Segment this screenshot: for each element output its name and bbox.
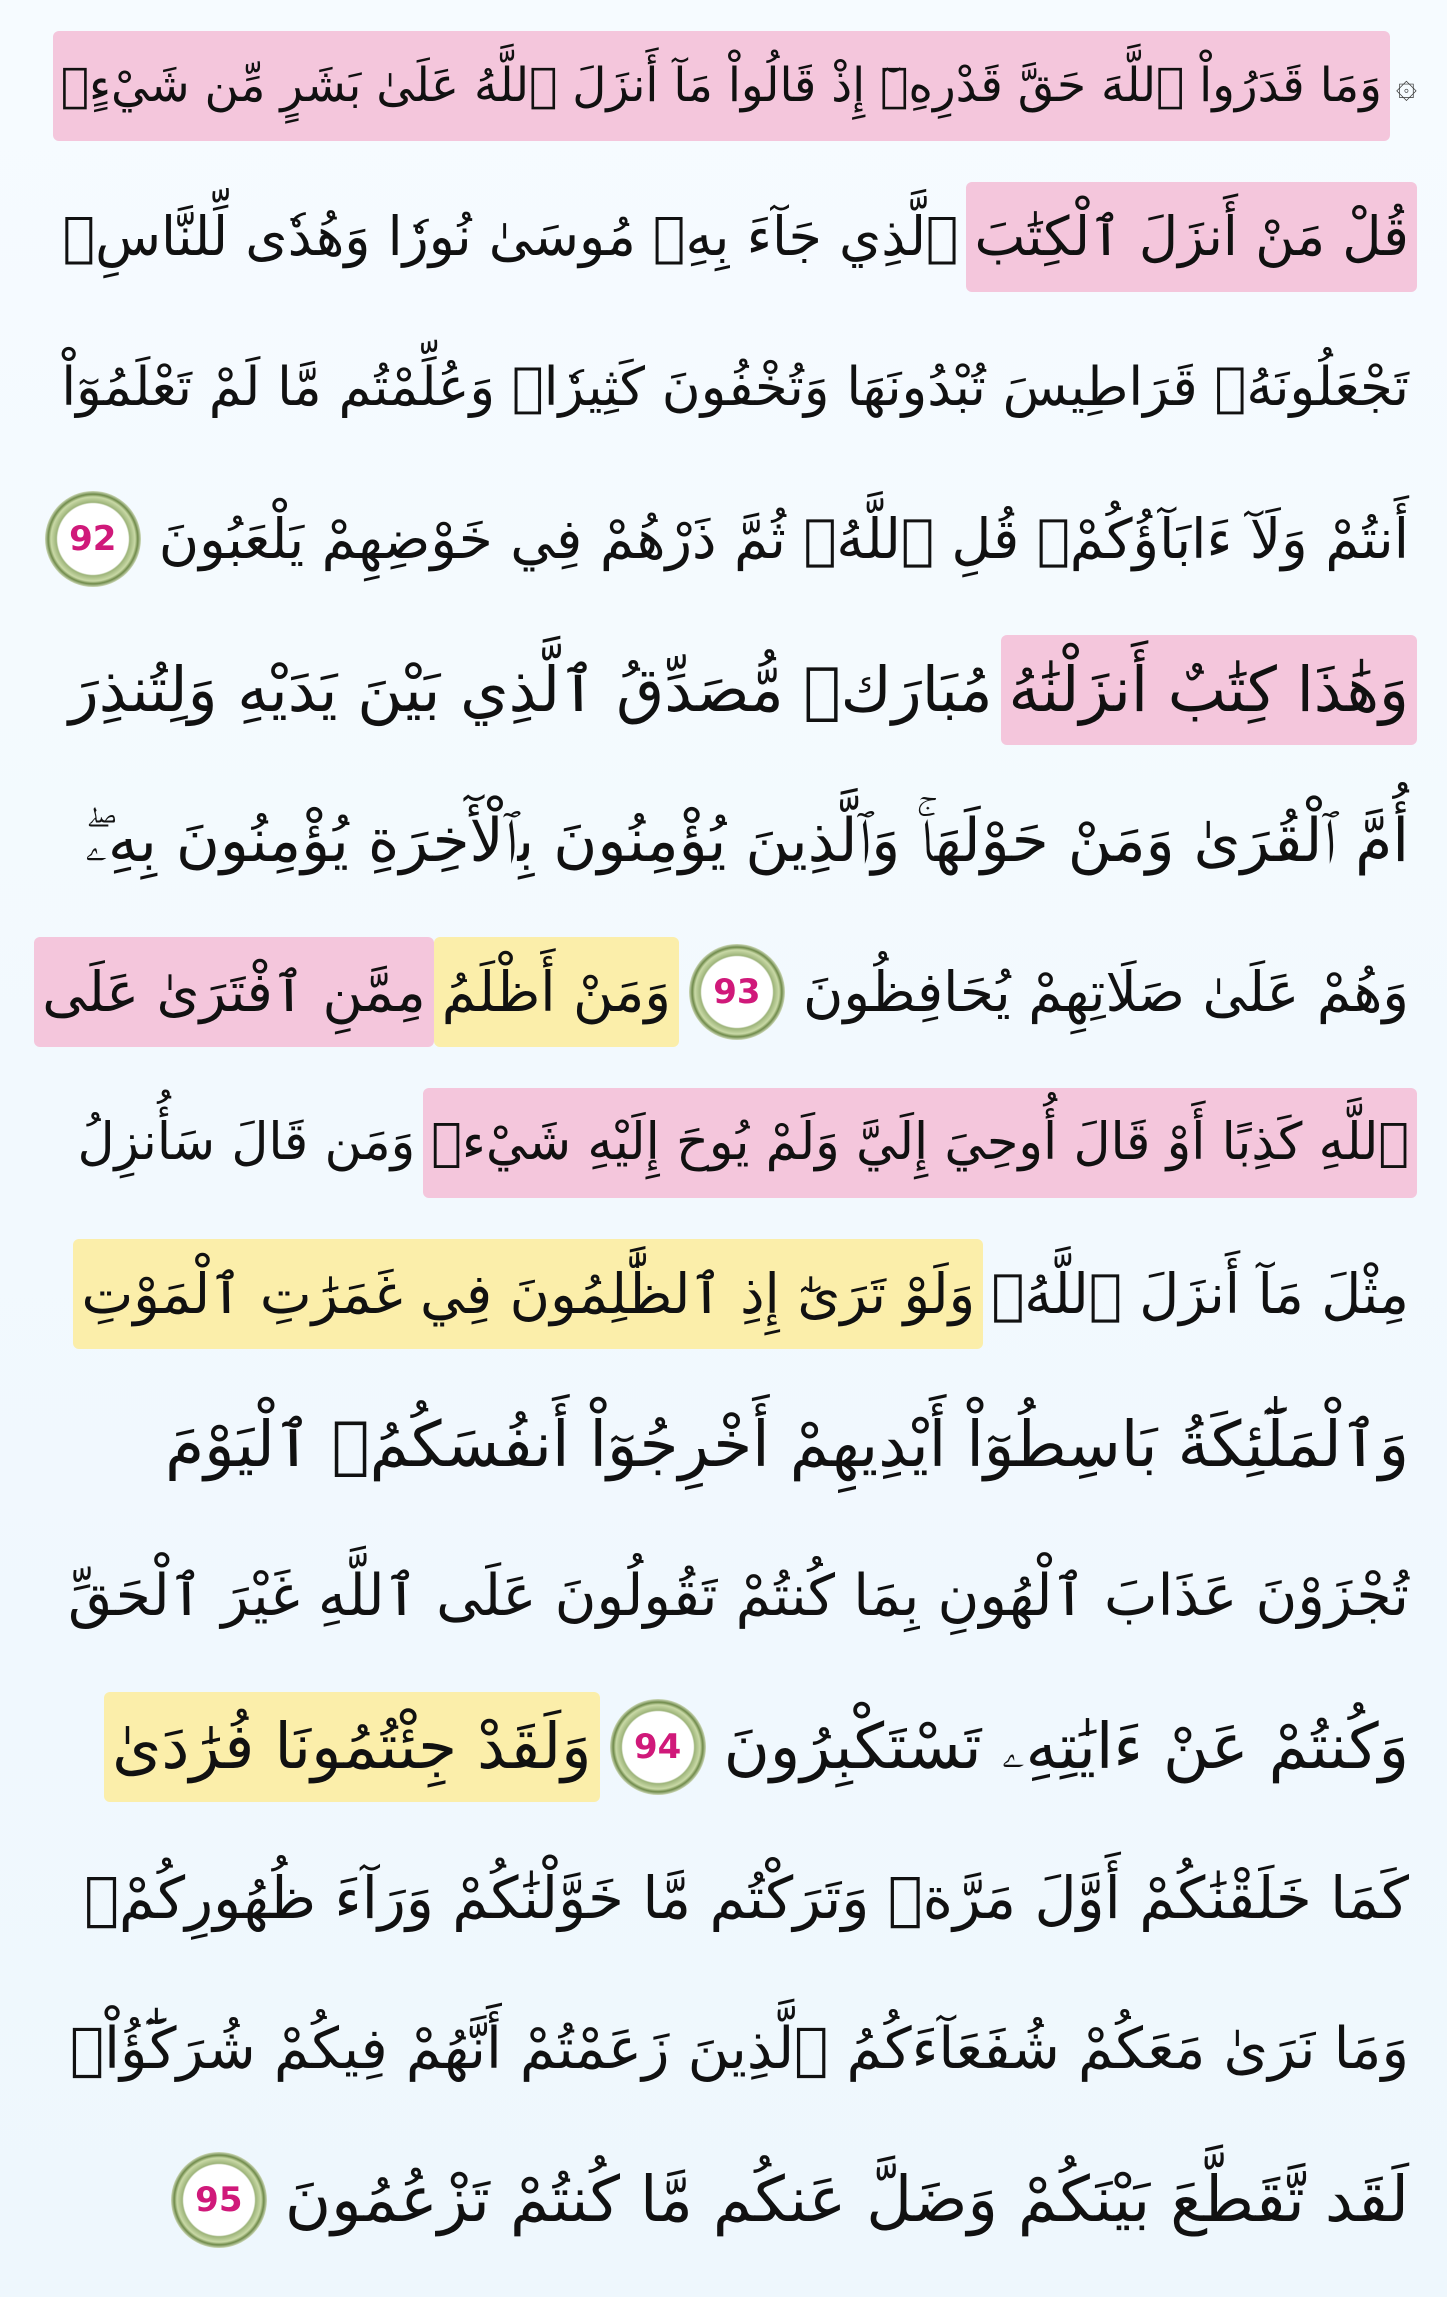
ayah-number: 92 <box>69 518 117 559</box>
verse-text: وَمَا نَرَىٰ مَعَكُمْ شُفَعَآءَكُمُ ٱلَّذِينَ زَعَمْتُمْ أَنَّهُمْ فِيكُمْ شُرَكَٰٓؤُاْۚ <box>69 2015 1409 2082</box>
ayah-number: 95 <box>195 2179 243 2220</box>
verse-line <box>0 165 1447 308</box>
verse-text: وَهُمْ عَلَىٰ صَلَاتِهِمْ يُحَافِظُونَ <box>802 959 1409 1024</box>
ayah-number: 94 <box>633 1726 682 1767</box>
hizb-quarter-marker-icon: ۞ <box>1395 65 1417 106</box>
verse-line <box>0 1675 1447 1818</box>
highlighted-phrase-pink: مِمَّنِ ٱفْتَرَىٰ عَلَى <box>34 937 433 1047</box>
verse-line <box>0 618 1447 761</box>
verse-line <box>0 1977 1447 2120</box>
verse-text: أَنتُمْ وَلَآ ءَابَآؤُكُمْۖ قُلِ ٱللَّهُۖ ثُمَّ ذَرْهُمْ فِي خَوْضِهِمْ يَلْعَبُونَ <box>158 506 1409 571</box>
highlighted-phrase-pink: قُلْ مَنْ أَنزَلَ ٱلْكِتَٰبَ <box>966 182 1417 292</box>
verse-text: تُجْزَوْنَ عَذَابَ ٱلْهُونِ بِمَا كُنتُمْ تَقُولُونَ عَلَى ٱللَّهِ غَيْرَ ٱلْحَقِّ <box>68 1562 1409 1629</box>
highlighted-phrase-pink: ٱللَّهِ كَذِبًا أَوْ قَالَ أُوحِيَ إِلَيَّ وَلَمْ يُوحَ إِلَيْهِ شَيْءٞ <box>423 1088 1417 1198</box>
verse-line <box>0 1524 1447 1667</box>
highlighted-phrase-pink: وَهَٰذَا كِتَٰبٌ أَنزَلْنَٰهُ <box>1001 635 1417 745</box>
ayah-number-badge <box>45 491 141 587</box>
verse-text: مِثْلَ مَآ أَنزَلَ ٱللَّهُۗ <box>991 1261 1409 1326</box>
verse-line <box>0 920 1447 1063</box>
ayah-number-badge <box>610 1699 706 1795</box>
highlighted-phrase-yellow: وَلَقَدْ جِئْتُمُونَا فُرَٰدَىٰ <box>104 1692 600 1802</box>
verse-line <box>0 467 1447 610</box>
verse-text: تَجْعَلُونَهُۥ قَرَاطِيسَ تُبْدُونَهَا وَتُخْفُونَ كَثِيرٗاۖ وَعُلِّمْتُم مَّا لَمْ تَعْلَمُوٓاْ <box>61 356 1409 418</box>
highlighted-phrase-yellow: وَمَنْ أَظْلَمُ <box>434 937 679 1047</box>
verse-line <box>0 14 1447 157</box>
ayah-number-badge <box>171 2152 267 2248</box>
verse-text: ٱلَّذِي جَآءَ بِهِۦ مُوسَىٰ نُورٗا وَهُدٗى لِّلنَّاسِۖ <box>62 204 959 268</box>
verse-line <box>0 1071 1447 1214</box>
verse-text: مُبَارَكٞ مُّصَدِّقُ ٱلَّذِي بَيْنَ يَدَيْهِ وَلِتُنذِرَ <box>68 652 993 726</box>
highlighted-phrase-pink: وَمَا قَدَرُواْ ٱللَّهَ حَقَّ قَدْرِهِۦٓ إِذْ قَالُواْ مَآ أَنزَلَ ٱللَّهُ عَلَىٰ بَشَرٍ مِّن شَيْءٍۗ <box>53 31 1390 141</box>
verse-line <box>0 769 1447 912</box>
verse-text: أُمَّ ٱلْقُرَىٰ وَمَنْ حَوْلَهَاۚ وَٱلَّذِينَ يُؤْمِنُونَ بِٱلْأٓخِرَةِ يُؤْمِنُونَ بِهِۦۖ <box>85 805 1409 876</box>
verse-line <box>0 1222 1447 1365</box>
ayah-number-badge <box>689 944 785 1040</box>
verse-text: وَمَن قَالَ سَأُنزِلُ <box>77 1112 416 1172</box>
verse-text: كَمَا خَلَقْنَٰكُمْ أَوَّلَ مَرَّةٖ وَتَرَكْتُم مَّا خَوَّلْنَٰكُمْ وَرَآءَ ظُهُورِكُمْۖ <box>84 1863 1409 1932</box>
verse-line <box>0 2128 1447 2271</box>
verse-text: لَقَد تَّقَطَّعَ بَيْنَكُمْ وَضَلَّ عَنكُم مَّا كُنتُمْ تَزْعُمُونَ <box>284 2162 1409 2236</box>
ayah-number: 93 <box>713 971 761 1012</box>
verse-line <box>0 1826 1447 1969</box>
verse-line <box>0 1373 1447 1516</box>
verse-text: وَٱلْمَلَٰٓئِكَةُ بَاسِطُوٓاْ أَيْدِيهِمْ أَخْرِجُوٓاْ أَنفُسَكُمُۖ ٱلْيَوْمَ <box>165 1407 1409 1481</box>
verse-text: وَكُنتُمْ عَنْ ءَايَٰتِهِۦ تَسْتَكْبِرُونَ <box>723 1709 1409 1783</box>
verse-line <box>0 316 1447 459</box>
highlighted-phrase-yellow: وَلَوْ تَرَىٰٓ إِذِ ٱلظَّٰلِمُونَ فِي غَمَرَٰتِ ٱلْمَوْتِ <box>73 1239 983 1349</box>
